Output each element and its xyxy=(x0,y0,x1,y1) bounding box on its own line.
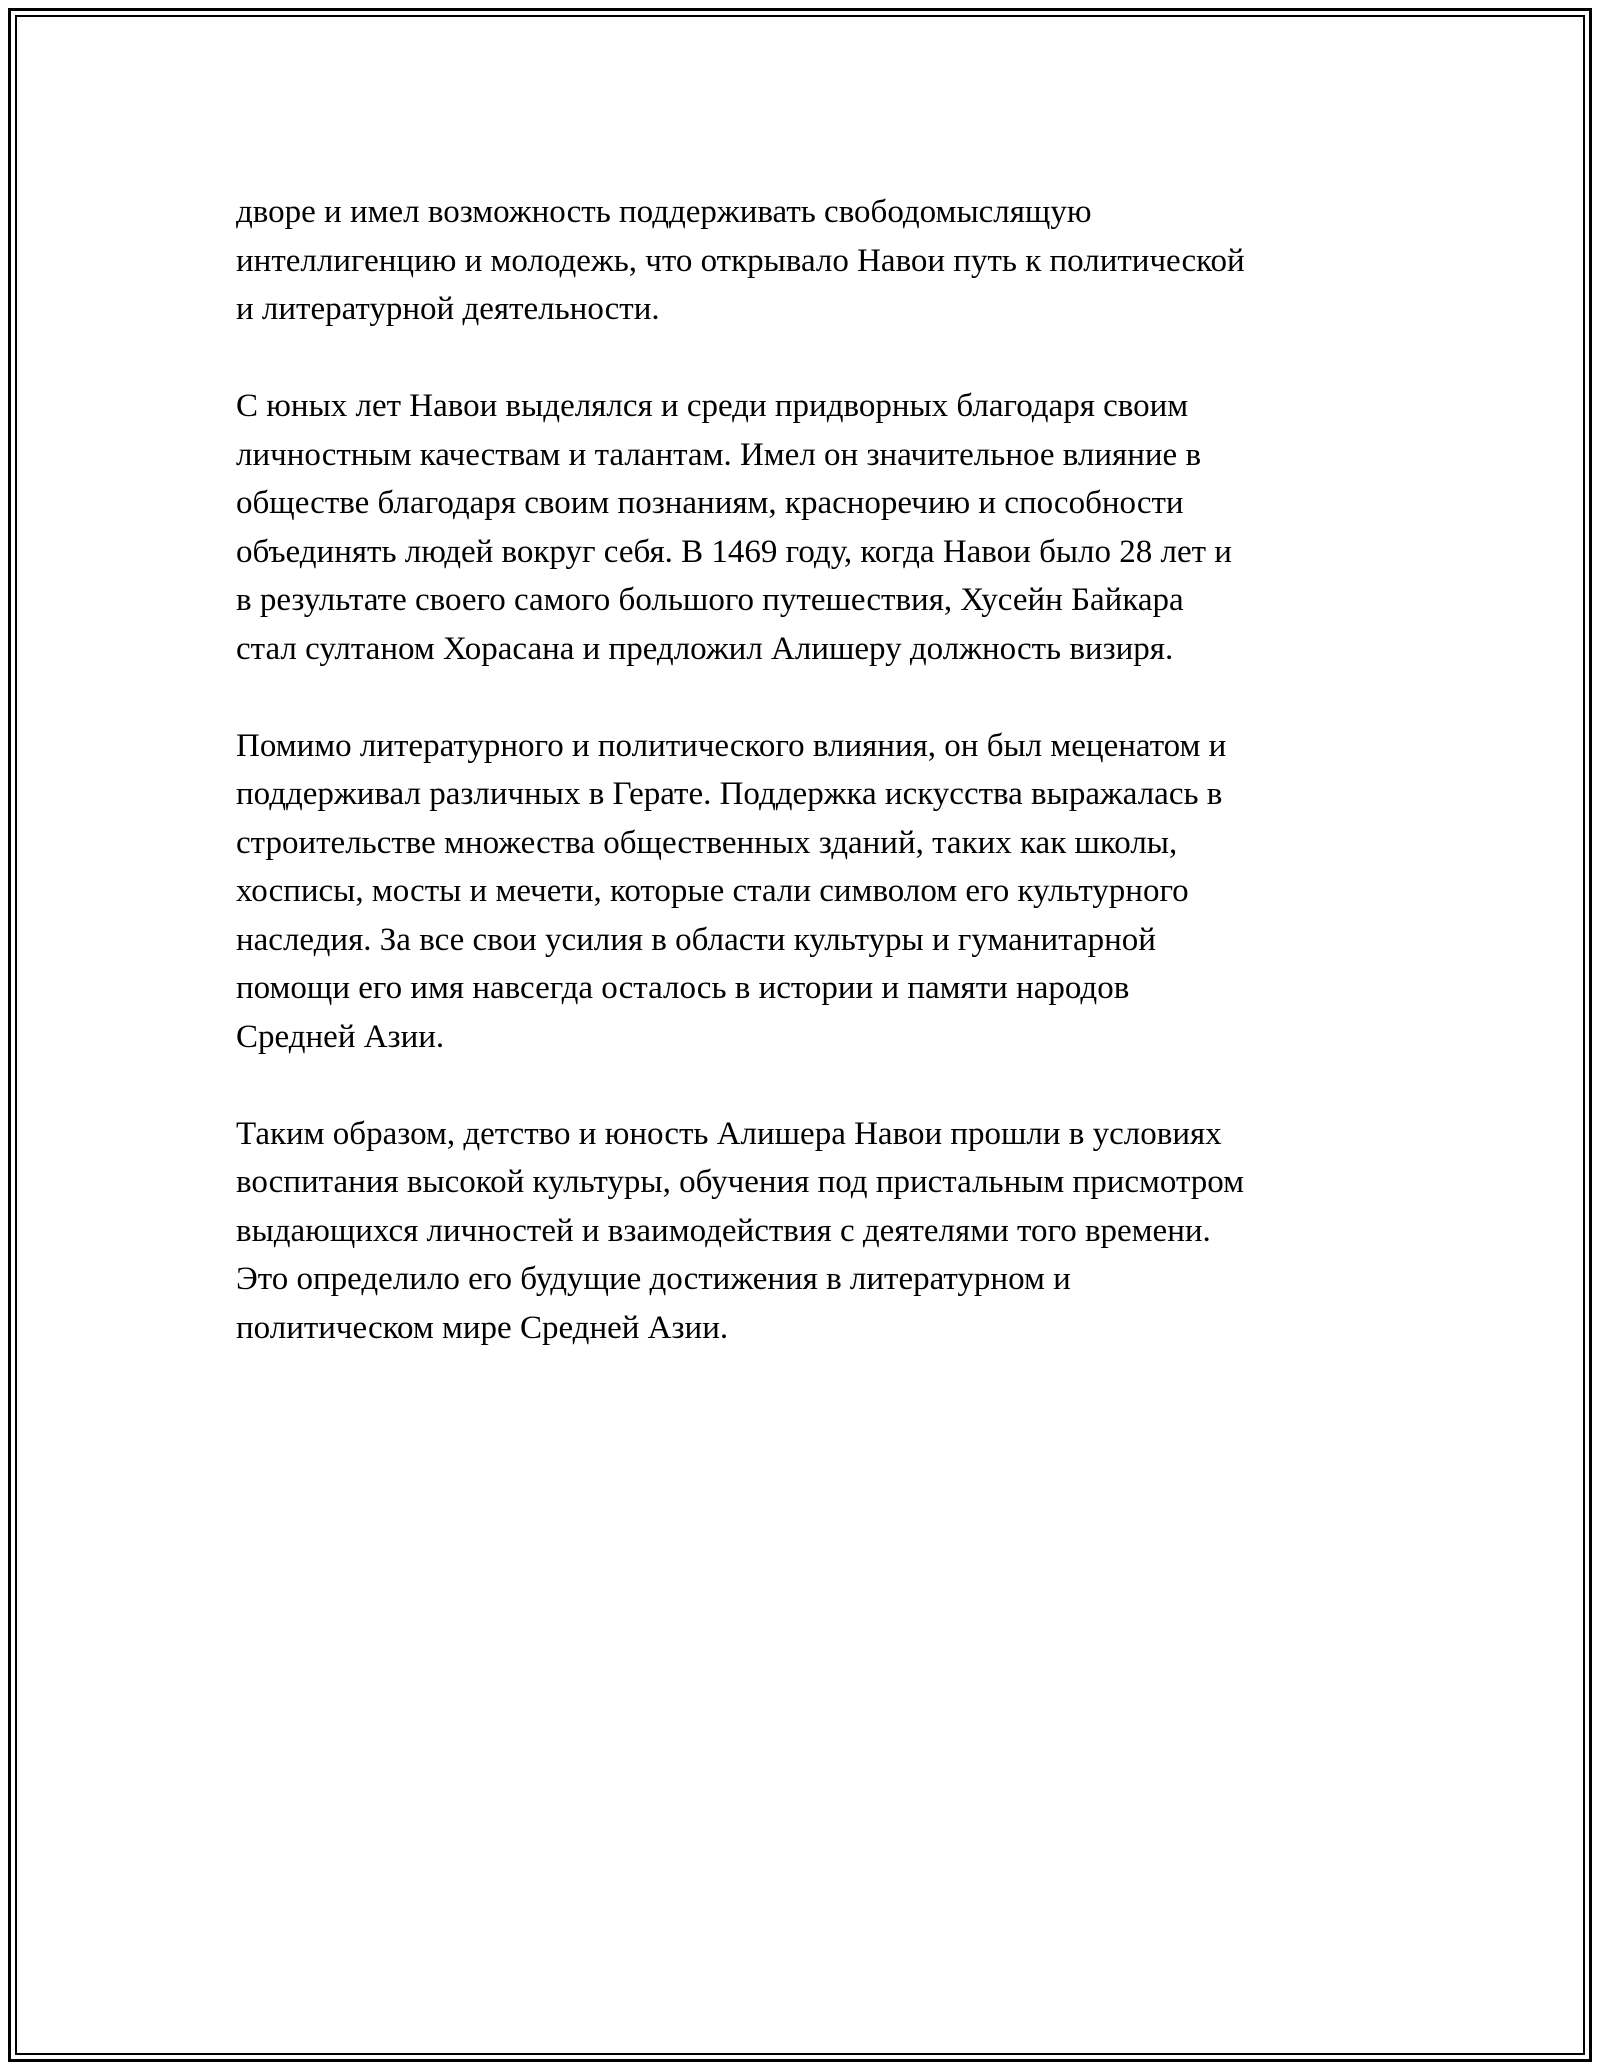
text-line: объединять людей вокруг себя. В 1469 году, когда Навои было 28 лет и xyxy=(236,533,1232,570)
text-line: наследия. За все свои усилия в области культуры и гуманитарной xyxy=(236,921,1156,958)
paragraph-4 xyxy=(236,1110,1376,1353)
paragraph-3 xyxy=(236,722,1376,1062)
text-line: интеллигенцию и молодежь, что открывало Навои путь к политической xyxy=(236,242,1245,279)
text-line: хосписы, мосты и мечети, которые стали символом его культурного xyxy=(236,873,1189,909)
text-line: строительстве множества общественных зданий, таких как школы, xyxy=(236,824,1178,861)
text-line: Средней Азии. xyxy=(236,1018,445,1055)
text-line: личностным качествам и талантам. Имел он значительное влияние в xyxy=(236,436,1202,473)
document-body xyxy=(236,188,1376,1401)
paragraph-1 xyxy=(236,188,1376,334)
text-line: стал султаном Хорасана и предложил Алишеру должность визиря. xyxy=(236,630,1174,667)
text-line: воспитания высокой культуры, обучения под пристальным присмотром xyxy=(236,1164,1245,1200)
text-line: выдающихся личностей и взаимодействия с деятелями того времени. xyxy=(236,1212,1211,1249)
text-line: помощи его имя навсегда осталось в истории и памяти народов xyxy=(236,970,1130,1006)
text-line: обществе благодаря своим познаниям, красноречию и способности xyxy=(236,485,1184,521)
text-line: Помимо литературного и политического влияния, он был меценатом и xyxy=(236,727,1227,764)
text-line: политическом мире Средней Азии. xyxy=(236,1309,729,1346)
text-line: и литературной деятельности. xyxy=(236,291,660,327)
text-line: дворе и имел возможность поддерживать свободомыслящую xyxy=(236,194,1092,230)
text-line: Это определило его будущие достижения в литературном и xyxy=(236,1261,1071,1297)
text-line: в результате своего самого большого путешествия, Хусейн Байкара xyxy=(236,582,1184,618)
text-line: Таким образом, детство и юность Алишера Навои прошли в условиях xyxy=(236,1115,1222,1152)
text-line: поддерживал различных в Герате. Поддержка искусства выражалась в xyxy=(236,776,1223,812)
paragraph-2 xyxy=(236,382,1376,673)
text-line: С юных лет Навои выделялся и среди придворных благодаря своим xyxy=(236,388,1189,424)
